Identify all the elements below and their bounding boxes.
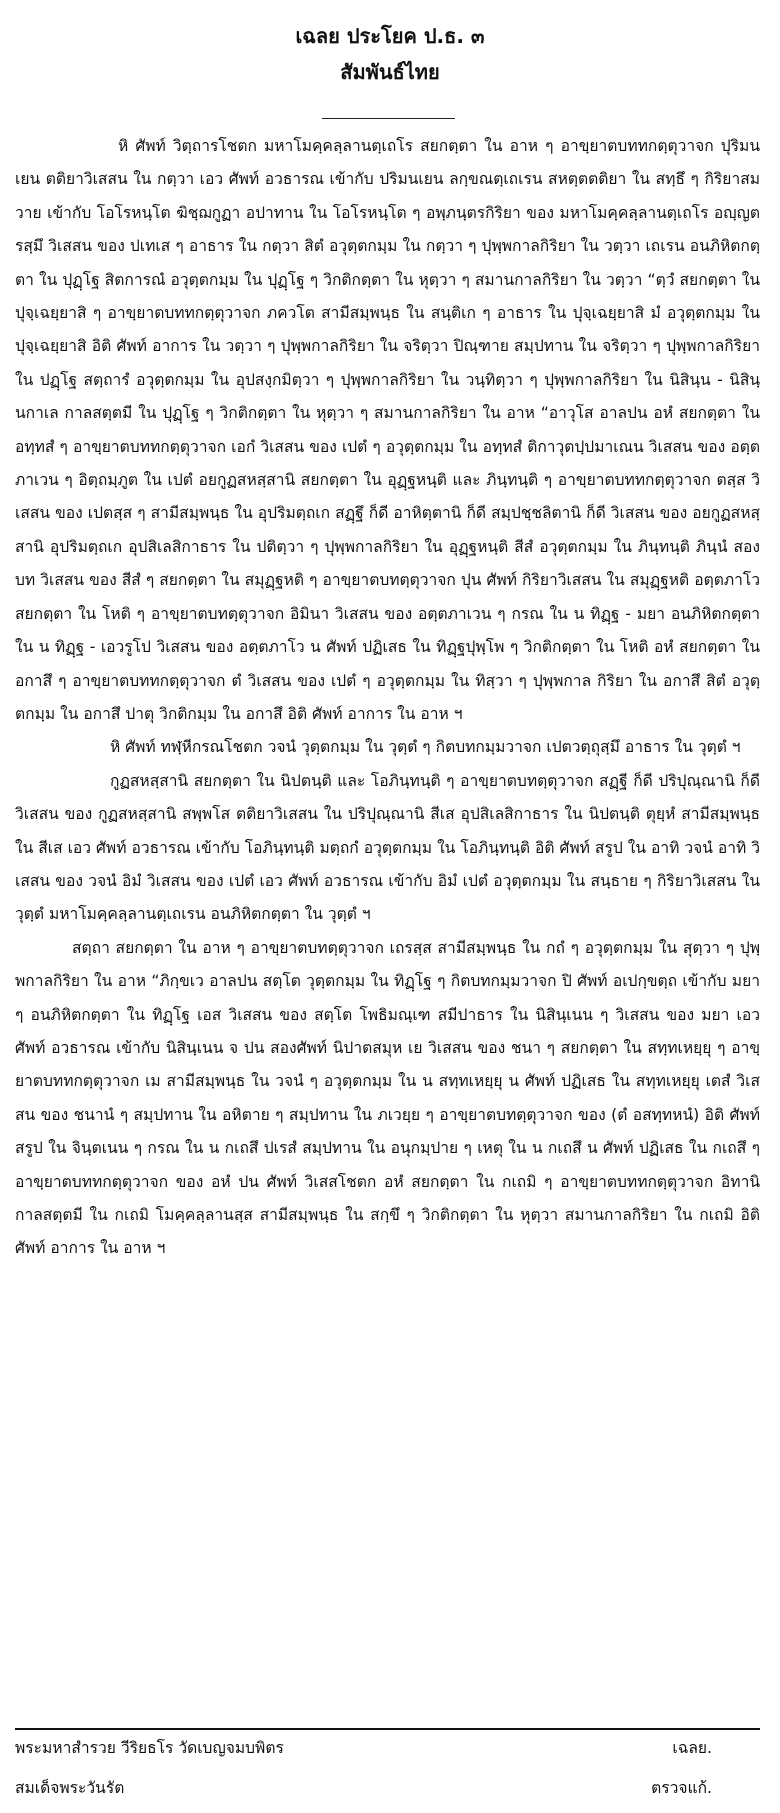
paragraph: สตฺถา สยกตฺตา ใน อาห ๆ อาขฺยาตบทตฺตุวาจก เถรสฺส สามีสมฺพนฺธ ใน กถํ ๆ อวุตฺตกมฺม ใน สุตฺวา ๆ ปุพฺพกาลกิริยา ใน อาห “ภิกฺขเว อาลปน สตฺโต วุตฺตกมฺม ใน ทิฏฺโฐ ๆ กิตบทกมฺมวาจก ปิ ศัพท์ อเปกฺขตฺถ เข้ากับ มยา ๆ อนภิหิตกตฺตา ใน ทิฏฺโฐ เอส วิเสสน ของ สตฺโต โพธิมณฺเฑ สมีปาธาร ใน นิสินฺเนน ๆ วิเสสน ของ มยา เอว ศัพท์ อวธารณ เข้ากับ นิสินฺเนน จ ปน สองศัพท์ นิปาตสมุห เย วิเสสน ของ ชนา ๆ สยกตฺตา ใน สทฺทเหยฺยุ ๆ อาขฺยาตบททกตฺตุวาจก เม สามีสมฺพนฺธ ใน วจนํ ๆ อวุตฺตกมฺม ใน น สทฺทเหยฺยุ น ศัพท์ ปฏิเสธ ใน สทฺทเหยฺยุ เตสํ วิเสสน ของ ชนานํ ๆ สมฺปทาน ใน อหิตาย ๆ สมฺปทาน ใน ภเวยฺย ๆ อาขฺยาตบทตฺตุวาจก ของ (ตํ อสทฺทหนํ) อิติ ศัพท์ สรูป ใน จินฺตเนน ๆ กรณ ใน น กเถสึ ปเรสํ สมฺปทาน ใน อนุกมฺปาย ๆ เหตุ ใน น กเถสึ น ศัพท์ ปฏิเสธ ใน กเถสึ ๆ อาขฺยาตบททกตฺตุวาจก ของ อหํ ปน ศัพท์ วิเสสโชตก อหํ สยกตฺตา ใน กเถมิ ๆ อาขฺยาตบททกตฺตุวาจก อิทานิ กาลสตฺตมี ใน กเถมิ โมคฺคลฺลานสฺส สามีสมฺพนฺธ ใน สกฺขึ ๆ วิกติกตฺตา ใน หุตฺวา สมานกาลกิริยา ใน กเถมิ อิติ ศัพท์ อาการ ใน อาห ฯ [15, 938, 760, 1258]
reviewer-role: ตรวจแก้. [651, 1779, 712, 1797]
paragraph: หิ ศัพท์ วิตฺถารโชตก มหาโมคฺคลฺลานตฺเถโร สยกตฺตา ใน อาห ๆ อาขฺยาตบททกตฺตุวาจก ปุริมนเยน ตติยาวิเสสน ใน กตฺวา เอว ศัพท์ อวธารณ เข้ากับ ปริมนเยน ลกฺขณตฺเถเรน สหตฺตตติยา ใน สทฺธึ ๆ กิริยาสมวาย เข้ากับ โอโรหนฺโต ฆิชฺฌกูฏา อปาทาน ใน โอโรหนฺโต ๆ อพฺภนฺตรกิริยา ของ มหาโมคฺคลฺลานตฺเถโร อญฺญตรสฺมึ วิเสสน ของ ปเทเส ๆ อาธาร ใน กตฺวา สิตํ อวุตฺตกมฺม ใน กตฺวา ๆ ปุพฺพกาลกิริยา ใน วตฺวา เถเรน อนภิหิตกตฺตา ใน ปุฏฺโฐ สิตการณํ อวุตฺตกมฺม ใน ปุฏฺโฐ ๆ วิกติกตฺตา ใน หุตฺวา ๆ สมานกาลกิริยา ใน วตฺวา “ตฺวํ สยกตฺตา ใน ปุจฺเฉยฺยาสิ ๆ อาขฺยาตบททกตฺตุวาจก ภควโต สามีสมฺพนฺธ ใน สนฺติเก ๆ อาธาร ใน ปุจฺเฉยฺยาสิ มํ อวุตฺตกมฺม ใน ปุจฺเฉยฺยาสิ อิติ ศัพท์ อาการ ใน วตฺวา ๆ ปุพฺพกาลกิริยา ใน จริตฺวา ปิณฺฑาย สมฺปทาน ใน จริตฺวา ๆ ปุพฺพกาลกิริยา ใน ปฏฺโฐ สตฺถารํ อวุตฺตกมฺม ใน อุปสงฺกมิตฺวา ๆ ปุพฺพกาลกิริยา ใน วนฺทิตฺวา ๆ ปุพฺพกาลกิริยา ใน นิสินฺน - นิสินฺนกาเล กาลสตฺตมี ใน ปุฏฺโฐ ๆ วิกติกตฺตา ใน หุตฺวา ๆ สมานกาลกิริยา ใน อาห “อาวุโส อาลปน อหํ สยกตฺตา ใน อทฺทสํ ๆ อาขฺยาตบททกตฺตุวาจก เอกํ วิเสสน ของ เปตํ ๆ อวุตฺตกมฺม ใน อทฺทสํ ติกาวุตปฺปมาเณน วิเสสน ของ อตฺตภาเวน ๆ อิตฺถมฺภูต ใน เปตํ อยกูฏสหสฺสานิ สยกตฺตา ใน อุฏฺฐหนฺติ และ ภินฺทนฺติ ๆ อาขฺยาตบททกตฺตุวาจก ตสฺส วิเสสน ของ เปตสฺส ๆ สามีสมฺพนฺธ ใน อุปริมตฺถเก สฏฺฐึ ก็ดี อาหิตฺตานิ ก็ดี สมฺปชฺชลิตานิ ก็ดี วิเสสน ของ อยกูฏสหสฺสานิ อุปริมตฺถเก อุปสิเลสิกาธาร ใน ปติตฺวา ๆ ปุพฺพกาลกิริยา ใน อุฏฺฐหนฺติ สีสํ อวุตฺตกมฺม ใน ภินฺทนฺติ ภินฺนํ สองบท วิเสสน ของ สีสํ ๆ สยกตฺตา ใน สมุฏฺฐหติ ๆ อาขฺยาตบทตฺตุวาจก ปุน ศัพท์ กิริยาวิเสสน ใน สมุฏฺฐหติ อตฺตภาโว สยกตฺตา ใน โหติ ๆ อาขฺยาตบทตฺตุวาจก อิมินา วิเสสน ของ อตฺตภาเวน ๆ กรณ ใน น ทิฏฺฐ - มยา อนภิหิตกตฺตา ใน น ทิฏฺฐ - เอวรูโป วิเสสน ของ อตฺตภาโว น ศัพท์ ปฏิเสธ ใน ทิฏฺฐปุพฺโพ ๆ วิกติกตฺตา ใน โหติ อหํ สยกตฺตา ใน อกาสึ ๆ อาขฺยาตบททกตฺตุวาจก ตํ วิเสสน ของ เปตํ ๆ อวุตฺตกมฺม ใน ทิสฺวา ๆ ปุพฺพกาล กิริยา ใน อกาสึ สิตํ อวุตฺตกมฺม ใน อกาสึ ปาตุ วิกติกมฺม ใน อกาสึ อิติ ศัพท์ อาการ ใน อาห ฯ [15, 137, 760, 723]
footer-reviewer-row [15, 1776, 760, 1800]
body-text [15, 130, 760, 1266]
reviewer-name: สมเด็จพระวันรัต [15, 1779, 125, 1797]
footer-divider [15, 1728, 760, 1730]
paragraph: กูฏสหสฺสานิ สยกตฺตา ใน นิปตนฺติ และ โอภินฺทนฺติ ๆ อาขฺยาตบทตฺตุวาจก สฏฺฐี ก็ดี ปริปุณฺณานิ ก็ดี วิเสสน ของ กูฏสหสฺสานิ สพฺพโส ตติยาวิเสสน ใน ปริปุณฺณานิ สีเส อุปสิเลสิกาธาร ใน นิปตนฺติ ตุยฺหํ สามีสมฺพนฺธ ใน สีเส เอว ศัพท์ อวธารณ เข้ากับ โอภินฺทนฺติ มตฺถกํ อวุตฺตกมฺม ใน โอภินฺทนฺติ อิติ ศัพท์ สรูป ใน อาทิ วจนํ อาทิ วิเสสน ของ วจนํ อิมํ วิเสสน ของ เปตํ เอว ศัพท์ อวธารณ เข้ากับ อิมํ เปตํ อวุตฺตกมฺม ใน สนฺธาย ๆ กิริยาวิเสสน ใน วุตฺตํ มหาโมคฺคลฺลานตฺเถเรน อนภิหิตกตฺตา ใน วุตฺตํ ฯ [15, 771, 760, 924]
document-title: เฉลย ประโยค ป.ธ. ๓ [295, 24, 485, 48]
author-name: พระมหาสำรวย วีริยธโร วัดเบญจมบพิตร [15, 1739, 284, 1757]
title-divider [322, 118, 455, 119]
footer-author-row [15, 1736, 760, 1760]
author-role: เฉลย. [672, 1739, 712, 1757]
paragraph: หิ ศัพท์ ทฬฺหีกรณโชตก วจนํ วุตฺตกมฺม ใน วุตฺตํ ๆ กิตบทกมฺมวาจก เปตวตฺถุสฺมึ อาธาร ใน วุตฺตํ ฯ [110, 738, 741, 757]
document-subtitle: สัมพันธ์ไทย [340, 60, 440, 84]
